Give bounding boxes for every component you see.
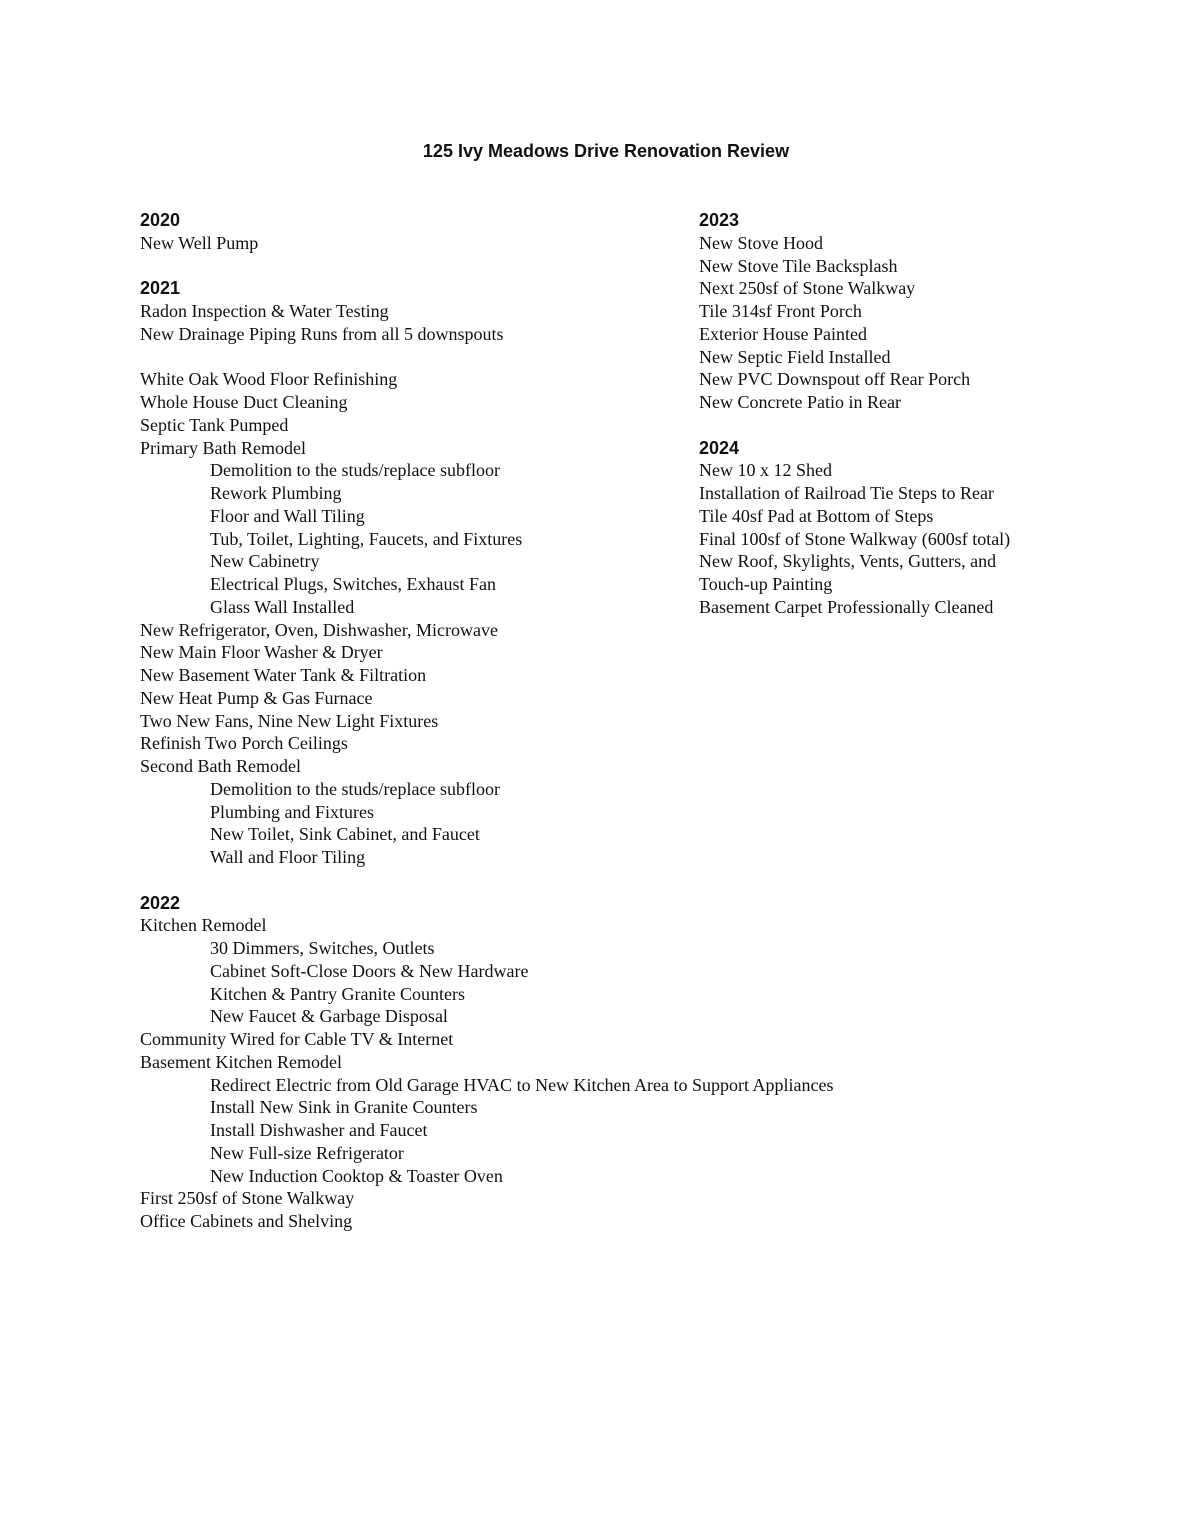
sub-list-item: Electrical Plugs, Switches, Exhaust Fan bbox=[210, 574, 496, 594]
list-item: Community Wired for Cable TV & Internet bbox=[140, 1029, 454, 1049]
sub-list-item: Install New Sink in Granite Counters bbox=[210, 1097, 478, 1118]
sub-list-item: Kitchen & Pantry Granite Counters bbox=[210, 983, 465, 1004]
list-item: Radon Inspection & Water Testing bbox=[140, 301, 389, 321]
list-item: New Concrete Patio in Rear bbox=[699, 392, 901, 412]
list-item: Tile 40sf Pad at Bottom of Steps bbox=[699, 505, 934, 526]
sub-list-item: Glass Wall Installed bbox=[210, 596, 355, 617]
sub-list-item: New Faucet & Garbage Disposal bbox=[210, 1006, 448, 1027]
sub-list-item: Plumbing and Fixtures bbox=[210, 801, 375, 822]
list-item: Installation of Railroad Tie Steps to Rear bbox=[699, 483, 994, 503]
list-item: Exterior House Painted bbox=[699, 323, 867, 344]
list-item: New Stove Hood bbox=[699, 232, 823, 253]
list-item: New Well Pump bbox=[140, 232, 259, 253]
sub-list-item: New Induction Cooktop & Toaster Oven bbox=[210, 1165, 503, 1186]
spacer bbox=[699, 414, 1169, 437]
list-item: New Main Floor Washer & Dryer bbox=[140, 642, 383, 663]
year-heading-2021: 2021 bbox=[140, 278, 181, 299]
list-item: Two New Fans, Nine New Light Fixtures bbox=[140, 710, 439, 731]
list-item: Final 100sf of Stone Walkway (600sf total) bbox=[699, 528, 1011, 549]
list-item: Basement Carpet Professionally Cleaned bbox=[699, 596, 994, 617]
sub-list-item: Rework Plumbing bbox=[210, 483, 342, 503]
spacer bbox=[140, 869, 1140, 892]
list-item: First 250sf of Stone Walkway bbox=[140, 1188, 355, 1209]
list-item: Refinish Two Porch Ceilings bbox=[140, 733, 348, 754]
sub-list-item: Install Dishwasher and Faucet bbox=[210, 1120, 428, 1140]
list-item: New Drainage Piping Runs from all 5 downspouts bbox=[140, 323, 504, 344]
sub-list-item: Demolition to the studs/replace subfloor bbox=[210, 460, 500, 481]
list-item: New Refrigerator, Oven, Dishwasher, Microwave bbox=[140, 619, 498, 640]
list-item: Whole House Duct Cleaning bbox=[140, 392, 348, 412]
right-column bbox=[699, 209, 1169, 619]
sub-list-item: New Toilet, Sink Cabinet, and Faucet bbox=[210, 824, 480, 845]
list-item: New Stove Tile Backsplash bbox=[699, 255, 898, 276]
year-heading-2022: 2022 bbox=[140, 892, 181, 913]
sub-list-item: New Full-size Refrigerator bbox=[210, 1142, 404, 1163]
list-item: New Basement Water Tank & Filtration bbox=[140, 665, 427, 685]
year-heading-2024: 2024 bbox=[699, 437, 740, 458]
sub-list-item: New Cabinetry bbox=[210, 551, 320, 572]
list-item: New PVC Downspout off Rear Porch bbox=[699, 369, 971, 390]
sub-list-item: Cabinet Soft-Close Doors & New Hardware bbox=[210, 960, 529, 981]
list-item: Kitchen Remodel bbox=[140, 915, 267, 936]
list-item: New 10 x 12 Shed bbox=[699, 460, 832, 481]
sub-list-item: Demolition to the studs/replace subfloor bbox=[210, 778, 500, 799]
list-item: Septic Tank Pumped bbox=[140, 414, 289, 435]
list-item: Office Cabinets and Shelving bbox=[140, 1211, 353, 1231]
list-item: Second Bath Remodel bbox=[140, 756, 301, 776]
year-heading-2023: 2023 bbox=[699, 210, 740, 230]
sub-list-item: Redirect Electric from Old Garage HVAC to New Kitchen Area to Support Appliances bbox=[210, 1074, 834, 1095]
sub-list-item: Tub, Toilet, Lighting, Faucets, and Fixtures bbox=[210, 528, 523, 549]
list-item: New Septic Field Installed bbox=[699, 346, 891, 367]
document-title: 125 Ivy Meadows Drive Renovation Review bbox=[422, 141, 790, 161]
year-heading-2020: 2020 bbox=[140, 210, 181, 230]
list-item: Touch-up Painting bbox=[699, 574, 833, 594]
list-item: Basement Kitchen Remodel bbox=[140, 1051, 342, 1072]
sub-list-item: Floor and Wall Tiling bbox=[210, 505, 365, 526]
list-item: Next 250sf of Stone Walkway bbox=[699, 278, 916, 299]
list-item: White Oak Wood Floor Refinishing bbox=[140, 369, 398, 390]
sub-list-item: 30 Dimmers, Switches, Outlets bbox=[210, 938, 435, 958]
list-item: Primary Bath Remodel bbox=[140, 437, 306, 458]
sub-list-item: Wall and Floor Tiling bbox=[210, 847, 366, 867]
list-item: Tile 314sf Front Porch bbox=[699, 301, 862, 321]
list-item: New Roof, Skylights, Vents, Gutters, and bbox=[699, 551, 997, 572]
list-item: New Heat Pump & Gas Furnace bbox=[140, 687, 373, 708]
